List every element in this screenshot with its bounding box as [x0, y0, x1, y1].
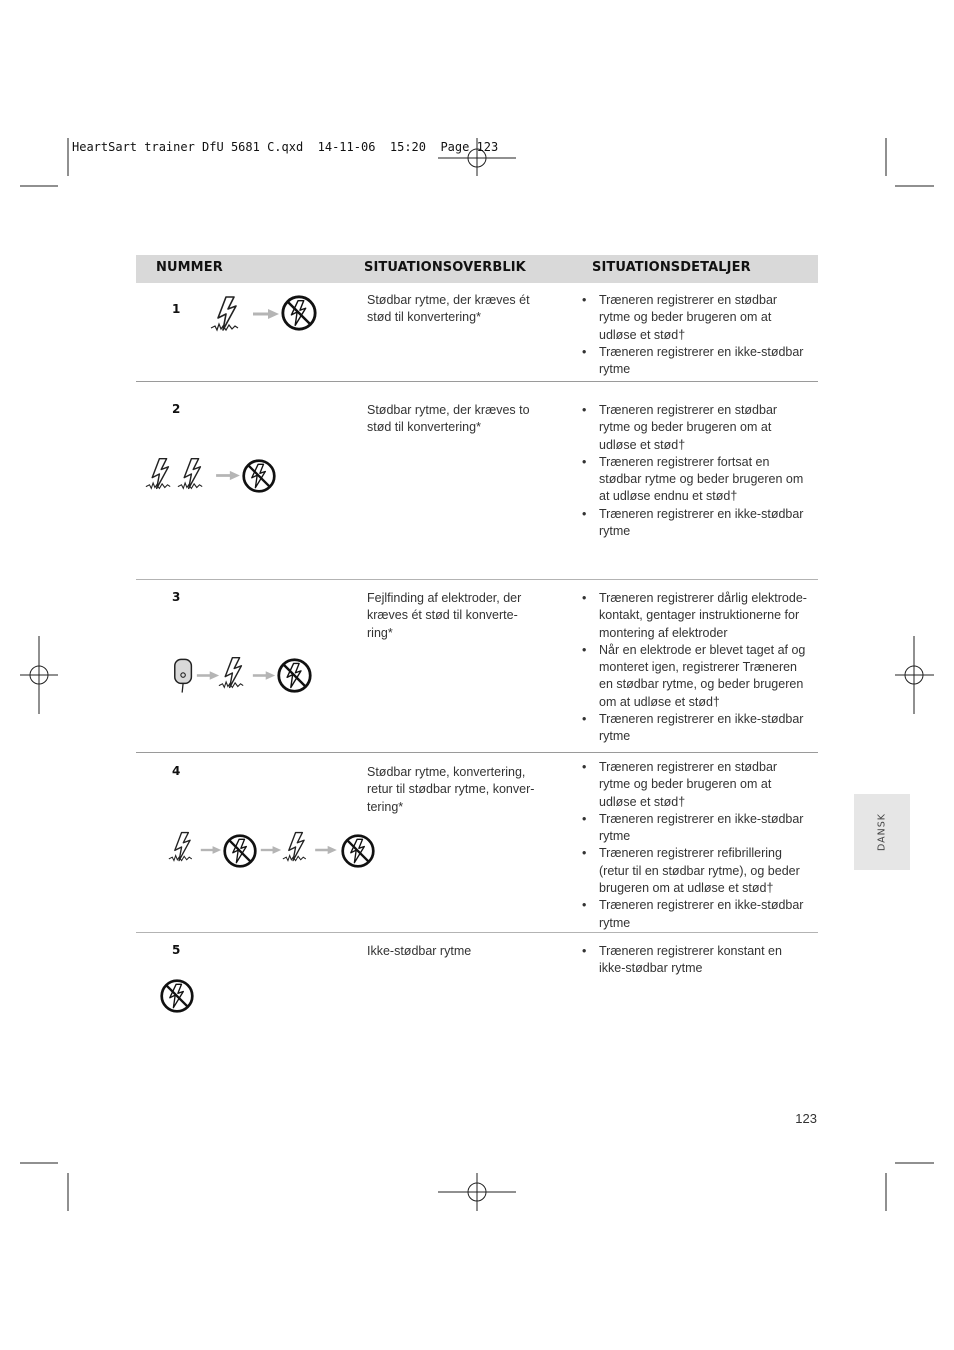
language-tab	[854, 794, 910, 870]
list-item: • Træneren registrerer en stødbar rytme og beder brugeren om at udløse et stød†	[580, 402, 820, 454]
row-3-overview: Fejlfinding af elektroder, der kræves ét stød til konverte- ring*	[367, 591, 522, 640]
header-overview: SITUATIONSOVERBLIK	[364, 260, 526, 275]
row-3-diagram	[172, 654, 317, 698]
row-divider	[136, 932, 818, 933]
row-2-number: 2	[172, 402, 181, 416]
row-1-details	[580, 292, 820, 378]
row-1-diagram	[210, 292, 322, 336]
row-2-diagram	[145, 454, 280, 498]
table-header	[136, 255, 818, 283]
print-slug: HeartSart trainer DfU 5681 C.qxd 14-11-06 15:20 Page 123	[72, 140, 499, 154]
list-item: • Træneren registrerer en ikke-stødbar rytme	[580, 344, 820, 379]
row-5-diagram	[157, 976, 199, 1018]
row-1-number: 1	[172, 302, 181, 316]
arrow-icon	[216, 471, 240, 480]
header-number: NUMMER	[156, 260, 223, 275]
arrow-icon	[253, 309, 279, 319]
arrow-icon	[261, 846, 281, 854]
arrow-icon	[253, 671, 275, 680]
non-shockable-icon	[225, 836, 256, 867]
row-5-details	[580, 943, 820, 978]
row-divider	[136, 381, 818, 382]
row-4-number: 4	[172, 764, 181, 778]
language-tab-label: DANSK	[876, 812, 888, 852]
row-divider	[136, 752, 818, 753]
list-item: • Træneren registrerer dårlig elektrode- kontakt, gentager instruktionerne for montering af elektroder	[580, 590, 820, 642]
header-details: SITUATIONSDETALJER	[592, 260, 751, 275]
row-1-overview: Stødbar rytme, der kræves ét stød til konvertering*	[367, 293, 530, 325]
page-number: 123	[795, 1111, 817, 1126]
list-item: • Træneren registrerer en ikke-stødbar rytme	[580, 506, 820, 541]
shockable-rhythm-icon	[146, 459, 170, 489]
arrow-icon	[197, 671, 219, 680]
non-shockable-icon	[162, 981, 193, 1012]
list-item: • Træneren registrerer en stødbar rytme og beder brugeren om at udløse et stød†	[580, 759, 820, 811]
electrode-pad-icon	[175, 659, 192, 692]
row-2-details	[580, 402, 820, 540]
list-item: • Træneren registrerer en ikke-stødbar rytme	[580, 897, 820, 932]
shockable-rhythm-icon	[211, 297, 238, 330]
shockable-rhythm-icon	[169, 833, 192, 861]
shockable-rhythm-icon	[178, 459, 202, 489]
arrow-icon	[315, 846, 337, 854]
arrow-icon	[201, 846, 221, 854]
list-item: • Når en elektrode er blevet taget af og monteret igen, registrerer Træneren en stødbar rytme, og beder brugeren om at udløse et stød†	[580, 642, 820, 711]
row-2-overview: Stødbar rytme, der kræves to stød til konvertering*	[367, 403, 530, 435]
row-5-number: 5	[172, 943, 181, 957]
shockable-rhythm-icon	[283, 833, 306, 861]
row-divider	[136, 579, 818, 580]
row-4-diagram	[168, 829, 383, 873]
row-4-details	[580, 759, 820, 932]
list-item: • Træneren registrerer konstant en ikke-stødbar rytme	[580, 943, 820, 978]
shockable-rhythm-icon	[219, 658, 243, 688]
list-item: • Træneren registrerer refibrillering (retur til en stødbar rytme), og beder brugeren om at udløse et stød†	[580, 845, 820, 897]
row-4-overview: Stødbar rytme, konvertering, retur til stødbar rytme, konver- tering*	[367, 765, 535, 814]
list-item: • Træneren registrerer en ikke-stødbar rytme	[580, 811, 820, 846]
list-item: • Træneren registrerer fortsat en stødbar rytme og beder brugeren om at udløse endnu et stød†	[580, 454, 820, 506]
non-shockable-icon	[244, 461, 275, 492]
non-shockable-icon	[343, 836, 374, 867]
non-shockable-icon	[283, 297, 315, 329]
non-shockable-icon	[279, 660, 310, 691]
row-5-overview: Ikke-stødbar rytme	[367, 944, 472, 958]
row-3-details	[580, 590, 820, 746]
list-item: • Træneren registrerer en ikke-stødbar rytme	[580, 711, 820, 746]
list-item: • Træneren registrerer en stødbar rytme og beder brugeren om at udløse et stød†	[580, 292, 820, 344]
row-3-number: 3	[172, 590, 181, 604]
